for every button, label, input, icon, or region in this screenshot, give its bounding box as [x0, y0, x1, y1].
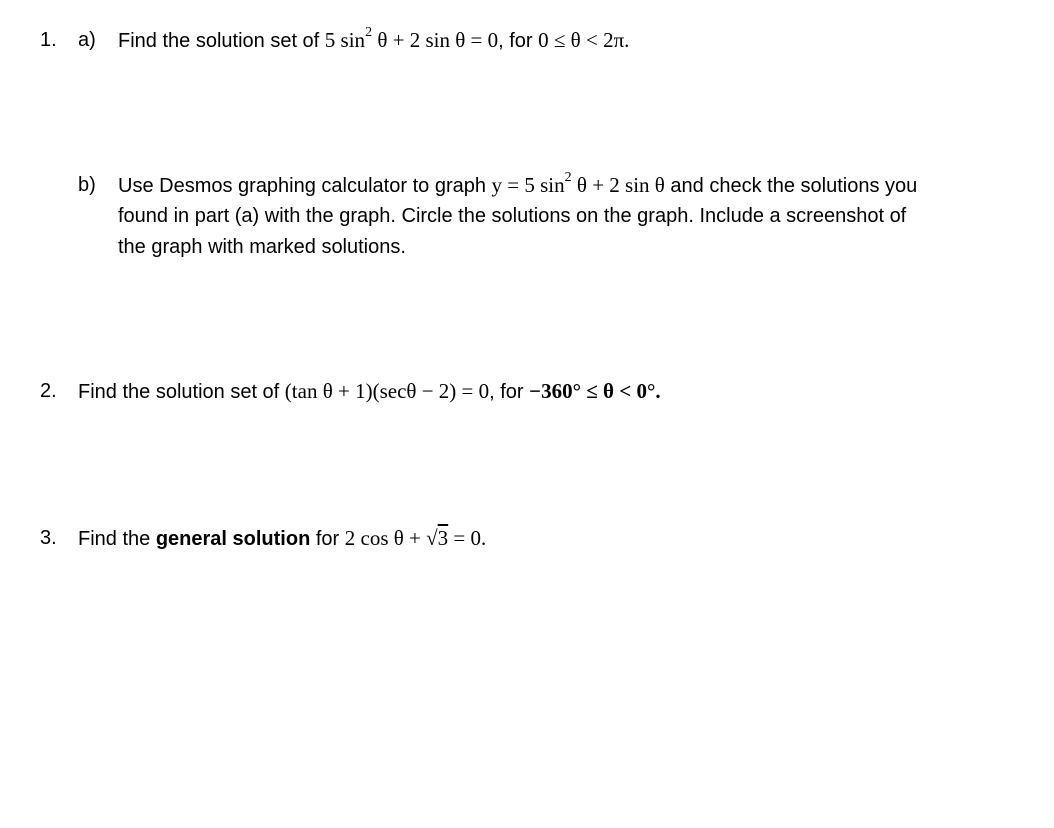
- question-2-domain: −360° ≤ θ < 0°.: [529, 379, 661, 403]
- question-2-prefix: Find the solution set of: [78, 381, 285, 403]
- question-3-text: [78, 526, 486, 551]
- question-1b-suffix: and check the solutions you: [664, 175, 918, 197]
- eq-exponent: 2: [365, 25, 373, 40]
- question-1a-for: , for: [498, 30, 539, 52]
- question-3-number: 3.: [40, 527, 57, 549]
- question-2-equation: (tan θ + 1)(secθ − 2) = 0: [284, 379, 490, 403]
- eq-part: 2 cos θ + √: [344, 526, 438, 550]
- question-1a-prefix: Find the solution set of: [118, 30, 325, 52]
- question-3-for: for: [310, 528, 345, 550]
- question-3-bold-text: general solution: [155, 528, 311, 550]
- eq-part: θ + 2 sin θ = 0: [372, 28, 499, 52]
- eq-part: y = 5 sin: [491, 173, 565, 197]
- question-1b-equation: [491, 170, 665, 197]
- eq-radicand: 3: [437, 526, 449, 550]
- question-1b-line-1: [118, 170, 918, 198]
- question-1b-line-3: the graph with marked solutions.: [118, 236, 406, 258]
- question-3-prefix: Find the: [78, 528, 156, 550]
- eq-exponent: 2: [564, 170, 572, 185]
- question-2-number: 2.: [40, 380, 57, 402]
- eq-part: θ + 2 sin θ: [571, 173, 665, 197]
- question-3-equation: [345, 526, 487, 550]
- question-1b-label: b): [78, 174, 96, 196]
- question-1-number: 1.: [40, 29, 57, 51]
- question-1a-text: [118, 25, 630, 53]
- question-1b-prefix: Use Desmos graphing calculator to graph: [118, 175, 492, 197]
- question-1a-domain: 0 ≤ θ < 2π.: [538, 28, 630, 52]
- question-1b-line-2: found in part (a) with the graph. Circle the solutions on the graph. Include a screenshot of: [118, 205, 907, 227]
- question-2-text: [78, 379, 661, 404]
- question-2-for: , for: [489, 381, 530, 403]
- question-1a-equation: [324, 25, 499, 52]
- question-1a-label: a): [78, 29, 96, 51]
- eq-part: 5 sin: [324, 28, 366, 52]
- eq-part: = 0.: [448, 526, 487, 550]
